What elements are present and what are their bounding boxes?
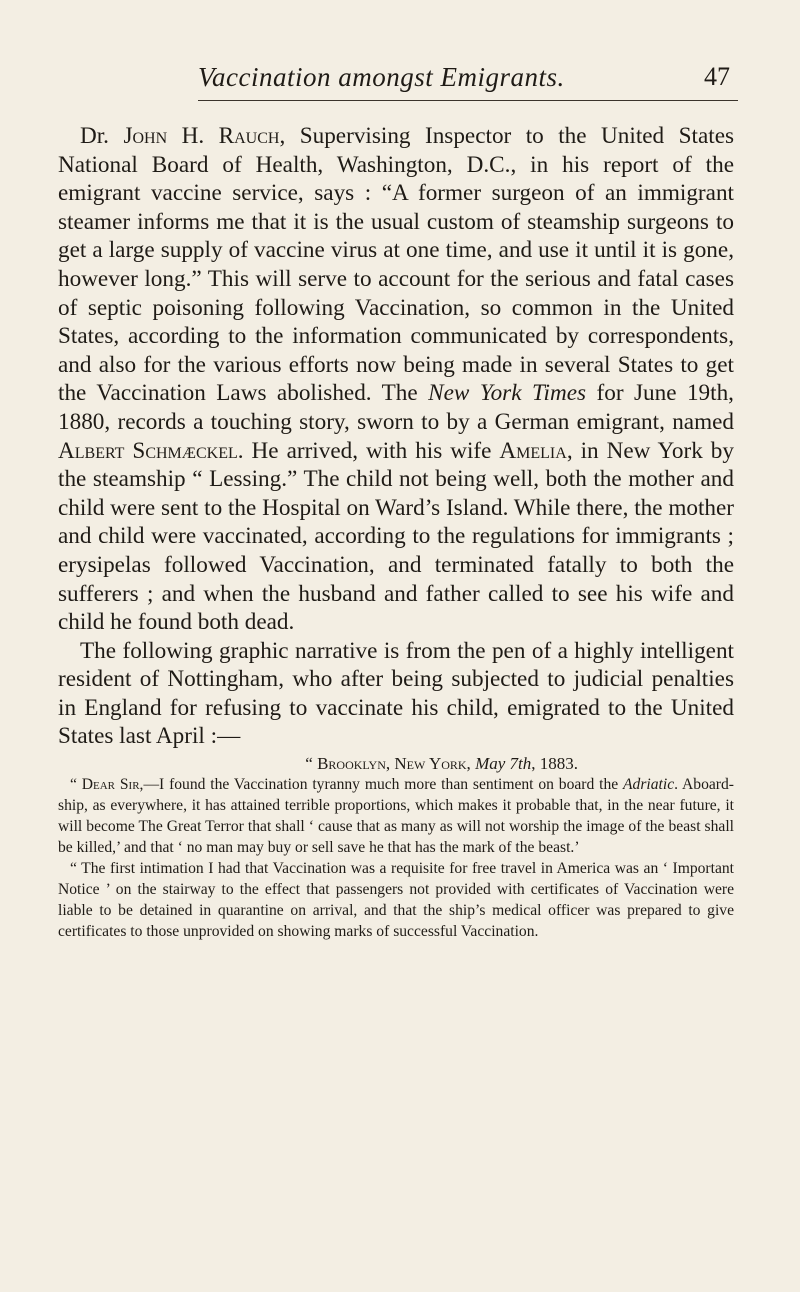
letter-dateline: “ Brooklyn, New York, May 7th, 1883. — [305, 754, 578, 774]
letter-salutation: “ Dear Sir, — [70, 776, 144, 794]
quoted-letter — [58, 753, 734, 942]
body-text — [58, 122, 734, 751]
letter-paragraph-adriatic: “ Dear Sir,—I found the Vaccination tyranny much more than sentiment on board the Adriatic. Aboard-ship, as everywhere, it has attained terrible proportions, which makes it probable that, in the near future, it will become The Great Terror that shall ‘ cause that as many as will not worship the image of the beast shall be killed,’ and that ‘ no man may buy or sell save he that has the mark of the beast.’ — [58, 776, 734, 857]
running-title: Vaccination amongst Emigrants. — [198, 62, 565, 92]
newspaper-title: New York Times — [428, 380, 587, 407]
letter-paragraph-notice: “ The first intimation I had that Vaccination was a requisite for free travel in America was an ‘ Important Notice ’ on the stairway to the effect that passengers not provided with certificates of Vaccination were liable to be detained in quarantine on arrival, and that the ship’s medical officer was prepared to give certificates to those unprovided on showing marks of successful Vaccination. — [58, 860, 734, 941]
paragraph-rauch-report: Dr. John H. Rauch, Supervising Inspector to the United States National Board of Health, Washington, D.C., in his report of the emigrant vaccine service, says : “A former surgeon of an immigrant steamer informs me that it is the usual custom of steamship surgeons to get a large supply of vaccine virus at one time, and use it until it is gone, however long.” This will serve to account for the serious and fatal cases of septic poisoning following Vaccination, so common in the United States, according to the information communicated by correspondents, and also for the various efforts now being made in several States to get the Vaccination Laws abolished. The New York Times for June 19th, 1880, records a touching story, sworn to by a German emigrant, named Albert Schmæckel. He arrived, with his wife Amelia, in New York by the steamship “ Lessing.” The child not being well, both the mother and child were sent to the Hospital on Ward’s Island. While there, the mother and child were vaccinated, according to the regulations for immigrants ; erysipelas followed Vaccination, and terminated fatally to both the sufferers ; and when the husband and father called to see his wife and child he found both dead. — [58, 123, 735, 636]
header-rule — [198, 100, 738, 101]
running-head — [58, 58, 734, 102]
person-name-amelia: Amelia — [499, 437, 567, 464]
book-page — [58, 58, 734, 942]
page-number: 47 — [704, 62, 730, 91]
person-name-john-h-rauch: John H. Rauch — [123, 123, 280, 149]
paragraph-nottingham-narrative: The following graphic narrative is from the pen of a highly intelligent resident of Nottingham, who after being subjected to judicial penalties in England for refusing to vaccinate his child, emigrated to the United States last April :— — [58, 637, 734, 750]
ship-name: Adriatic — [623, 776, 675, 794]
person-name-albert-schmaeckel: Albert Schmæckel — [58, 437, 238, 464]
